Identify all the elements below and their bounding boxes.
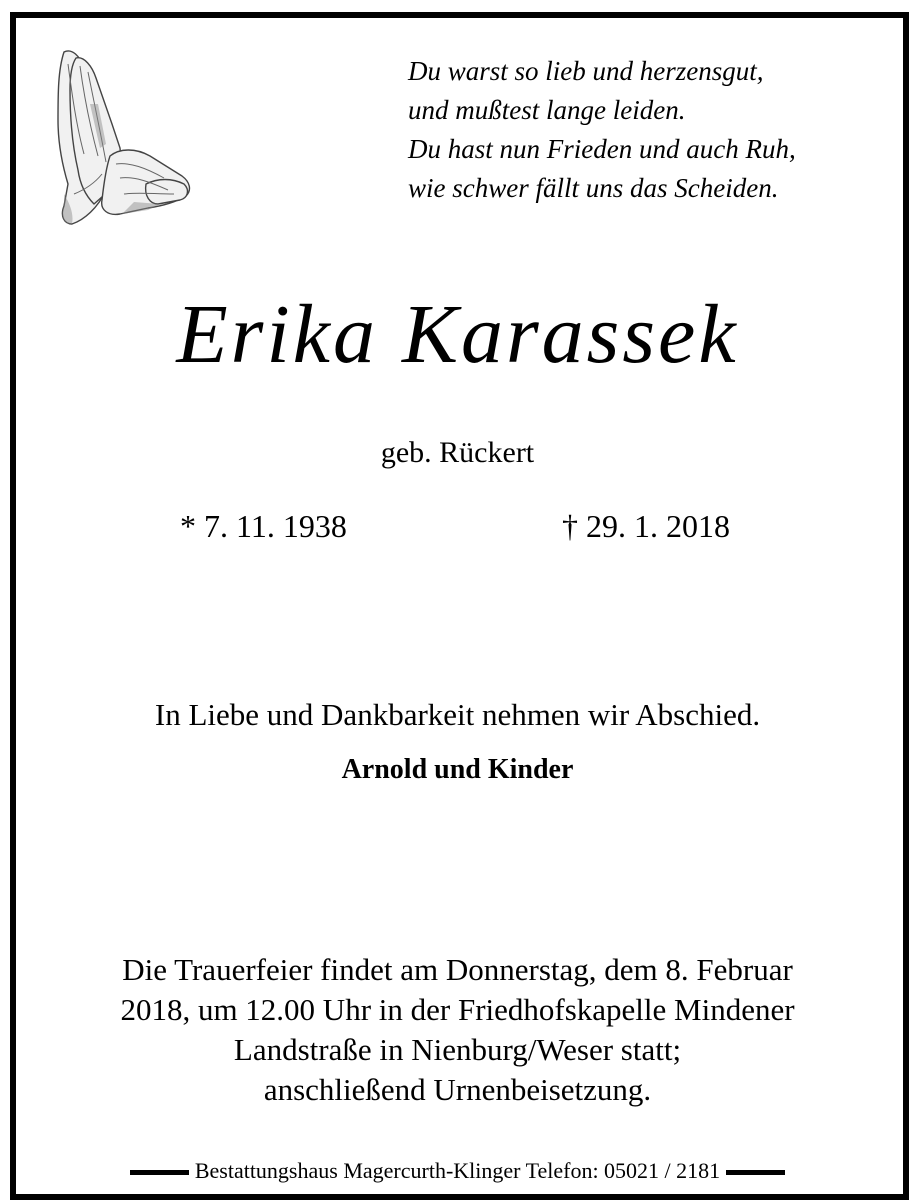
funeral-line: Landstraße in Nienburg/Weser statt;: [233, 1032, 682, 1067]
funeral-line: anschließend Urnenbeisetzung.: [263, 1072, 652, 1107]
praying-hands-icon: [50, 44, 200, 234]
birth-name: geb. Rückert: [380, 436, 535, 469]
poem-line: Du hast nun Frieden und auch Ruh,: [408, 134, 796, 164]
funeral-details: [40, 950, 875, 1110]
poem-line: Du warst so lieb und herzensgut,: [408, 56, 764, 86]
poem-line: wie schwer fällt uns das Scheiden.: [408, 173, 779, 203]
deceased-name: Erika Karassek: [176, 288, 739, 381]
poem: [408, 52, 888, 208]
funeral-home-contact: Bestattungshaus Magercurth-Klinger Telefon: 05021 / 2181: [189, 1158, 726, 1183]
footer: [0, 1157, 915, 1185]
funeral-line: Die Trauerfeier findet am Donnerstag, dem 8. Februar: [122, 952, 793, 987]
poem-line: und mußtest lange leiden.: [408, 95, 686, 125]
death-date: † 29. 1. 2018: [562, 508, 730, 544]
farewell-text: In Liebe und Dankbarkeit nehmen wir Abschied.: [154, 697, 761, 732]
family-signature: Arnold und Kinder: [341, 754, 574, 785]
birth-date: * 7. 11. 1938: [180, 508, 347, 544]
funeral-line: 2018, um 12.00 Uhr in der Friedhofskapelle Mindener: [120, 992, 795, 1027]
